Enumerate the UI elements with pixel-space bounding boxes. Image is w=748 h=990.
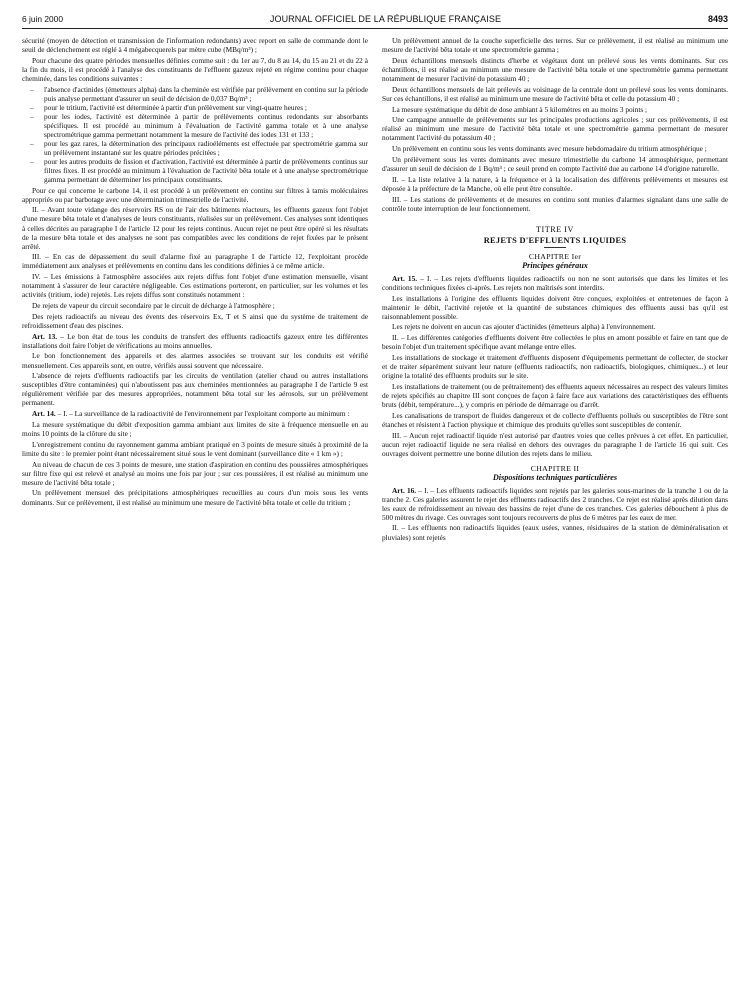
article-label: Art. 13. xyxy=(32,331,58,341)
paragraph: Un prélèvement en continu sous les vents dominants avec mesure hebdomadaire du tritium atmosphérique ; xyxy=(392,144,707,154)
page-number: 8493 xyxy=(707,14,728,24)
paragraph: Une campagne annuelle de prélèvements sur les principales productions agricoles ; sur ces prélèvements, il est réalisé au minimum une mesure de l'activité bêta totale et une spectrométrie gamma permettant de mesurer notamment l'activité du potassium 40 ; xyxy=(382,115,728,143)
article-16 xyxy=(382,486,728,522)
header-title: JOURNAL OFFICIEL DE LA RÉPUBLIQUE FRANÇAISE xyxy=(269,14,502,24)
paragraph: Deux échantillons mensuels de lait prélevés au voisinage de la centrale dont un prélevé sous les vents dominants. Sur ces échantillons, il est réalisé au minimum une mesure de l'activité bêta et celle du potassium 40 ; xyxy=(382,84,728,103)
journal-page xyxy=(22,8,728,983)
paragraph: II. – La liste relative à la nature, à la fréquence et à la localisation des différents prélèvements et mesures est déposée à la préfecture de la Manche, où elle peut être consultée. xyxy=(382,174,728,193)
paragraph: Des rejets radioactifs au niveau des évents des réservoirs Ex, T et S ainsi que du système de traitement de refroidissement d'eau des piscines. xyxy=(22,311,368,330)
paragraph: La mesure systématique du débit d'exposition gamma ambiant aux limites de site à fréquence mensuelle en au moins 10 points de la clôture du site ; xyxy=(22,419,368,438)
right-column xyxy=(382,36,728,543)
paragraph: III. – En cas de dépassement du seuil d'alarme fixé au paragraphe I de l'article 12, l'exploitant procède immédiatement aux analyses et prélèvements en continu dans les conditions définies à ce même article. xyxy=(22,252,368,271)
chapter-heading: Dispositions techniques particulières xyxy=(492,472,618,482)
paragraph: Pour ce qui concerne le carbone 14, il est procédé à un prélèvement en continu sur filtres à tamis moléculaires appropriés ou par barbotage avec une détermination trimestrielle de l'activité. xyxy=(22,185,368,204)
paragraph: sécurité (moyen de détection et transmission de l'information redondants) avec report en salle de commande dont le seuil de déclenchement est réglé à 4 mégabecquerels par mètre cube (MBq/m³) ; xyxy=(22,36,368,55)
chapter-label: CHAPITRE Ier xyxy=(528,251,582,261)
paragraph: Le bon fonctionnement des appareils et des alarmes associées se trouvant sur les conduits est vérifié mensuellement. Ces appareils sont, en outre, vérifiés aussi souvent que nécessaire. xyxy=(22,351,368,370)
text-columns xyxy=(22,36,728,543)
list-item: – pour les autres produits de fission et d'activation, l'activité est déterminée à partir de prélèvements continus sur filtres fixes. Il est procédé au minimum à l'évaluation de l'activité bêta totale et à une analyse spectrométrique gamma permettant de déterminer les principaux constituants. xyxy=(22,157,368,184)
list-item: – pour le tritium, l'activité est déterminée à partir d'un prélèvement sur vingt-quatre heures ; xyxy=(22,103,368,112)
paragraph: L'absence de rejets d'effluents radioactifs par les circuits de ventilation (atelier chaud ou autres installations susceptibles d'être contaminées) qui n'aboutissent pas aux cheminées mentionnées au paragraphe I de l'article 9 est régulièrement vérifiée par des mesures appropriées, notamment bêta total sur les aérosols, sur un prélèvement permanent. xyxy=(22,371,368,408)
paragraph: Deux échantillons mensuels distincts d'herbe et végétaux dont un prélevé sous les vents dominants. Sur ces échantillons, il est réalisé au minimum une mesure de l'activité bêta totale et une spectrométrie gamma permettant notamment de mesurer l'activité du potassium 40 ; xyxy=(382,55,728,83)
page-header xyxy=(22,8,728,29)
article-13 xyxy=(22,332,368,350)
paragraph: III. – Aucun rejet radioactif liquide n'est autorisé par d'autres voies que celles prévues à cet effet. En particulier, aucun rejet radioactif liquide ne sera réalisé en dehors des ouvrages du paragraphe I de l'article 16 qui suit. Ces ouvrages doivent permettre une bonne dilution des rejets dans le milieu. xyxy=(382,430,728,458)
article-text: – Le bon état de tous les conduits de transfert des effluents radioactifs gazeux entre les différentes installations doit faire l'objet de vérifications au moins annuelles. xyxy=(22,331,368,350)
article-text: – I. – Les rejets d'effluents liquides radioactifs ou non ne sont autorisés que dans les limites et les conditions techniques fixées ci-après. Les rejets non maîtrisés sont interdits. xyxy=(382,273,728,292)
paragraph: Les installations de stockage et traitement d'effluents disposent d'équipements permettant de collecter, de stocker et de traiter séparément suivant leur nature (effluents radioactifs, non radioactifs, biologiques, chimiques...) et leur origine la totalité des effluents produits sur le site. xyxy=(382,353,728,381)
list-item: – l'absence d'actinides (émetteurs alpha) dans la cheminée est vérifiée par prélèvement en continu sur la période puis analyse permettant d'assurer un seuil de décision de 0,037 Bq/m³ ; xyxy=(22,85,368,103)
paragraph: De rejets de vapeur du circuit secondaire par le circuit de décharge à l'atmosphère ; xyxy=(32,301,275,311)
left-column xyxy=(22,36,368,543)
article-label: Art. 14. xyxy=(32,409,56,419)
paragraph: IV. – Les émissions à l'atmosphère associées aux rejets diffus font l'objet d'une estimation mensuelle, visant notamment à s'assurer de leur caractère négligeable. Ces estimations porteront, en particulier, sur les volumes et les activités (tritium, iode) rejetés. Les rejets diffus sont constitués notamment : xyxy=(22,272,368,300)
paragraph: Au niveau de chacun de ces 3 points de mesure, une station d'aspiration en continu des poussières atmosphériques sur filtre fixe qui est relevé et analysé au moins une fois par jour ; sur ces poussières, il est réalisé au minimum une mesure de l'activité bêta totale ; xyxy=(22,459,368,487)
title-heading: TITRE IV xyxy=(536,224,574,234)
article-14 xyxy=(22,409,368,418)
paragraph: II. – Les différentes catégories d'effluents doivent être collectées le plus en amont possible et faire en tant que de besoin l'objet d'un traitement spécifique avant mélange entre elles. xyxy=(382,333,728,352)
list-item: – pour les iodes, l'activité est déterminée à partir de prélèvements continus redondants sur absorbants spécifiques. Il est procédé au minimum à l'évaluation de l'activité gamma totale et à une analyse spectrométrique gamma permettant notamment la mesure de l'activité des iodes 131 et 133 ; xyxy=(22,112,368,139)
paragraph: Un prélèvement sous les vents dominants avec mesure trimestrielle du carbone 14 atmosphérique, permettant d'assurer un seuil de décision de 1 Bq/m³ ; ce seuil prend en compte l'activité due au carbone 14 d'origine naturelle. xyxy=(382,154,728,173)
paragraph: La mesure systématique du débit de dose ambiant à 5 kilomètres en au moins 3 points ; xyxy=(392,104,648,114)
paragraph: L'enregistrement continu du rayonnement gamma ambiant pratiqué en 3 points de mesure situés à proximité de la limite du site : le premier point étant nécessairement situé sous le vent dominant (surveillance dite « 1 km ») ; xyxy=(22,439,368,458)
chapter-heading: Principes généraux xyxy=(522,260,588,270)
article-label: Art. 16. xyxy=(392,485,417,495)
analysis-list xyxy=(22,85,368,184)
paragraph: Les installations de traitement (ou de prétraitement) des effluents aqueux nécessaires au respect des valeurs limites de rejets spécifiés au chapitre III sont conçues de façon à faire face aux variations des caractéristiques des effluents bruts (débit, température...), y compris en période de démarrage ou d'arrêt. xyxy=(382,381,728,409)
paragraph: Un prélèvement annuel de la couche superficielle des terres. Sur ce prélèvement, il est réalisé au minimum une mesure de l'activité bêta totale et une spectrométrie gamma ; xyxy=(382,36,728,55)
chapter-label: CHAPITRE II xyxy=(530,463,580,473)
paragraph: Les installations à l'origine des effluents liquides doivent être conçues, exploitées et entretenues de façon à maintenir le débit, l'activité rejetée et la quantité de substances chimiques des effluents aussi bas qu'il est raisonnablement possible. xyxy=(382,293,728,321)
header-date: 6 juin 2000 xyxy=(22,14,63,24)
paragraph: Les rejets ne doivent en aucun cas ajouter d'actinides (émetteurs alpha) à l'environnement. xyxy=(392,322,656,332)
list-item: – pour les gaz rares, la détermination des principaux radioéléments est effectuée par spectrométrie gamma sur un prélèvement instantané sur les quatre périodes précitées ; xyxy=(22,139,368,157)
paragraph: II. – Les effluents non radioactifs liquides (eaux usées, vannes, résiduaires de la station de déminéralisation et pluviales) sont rejetés xyxy=(382,523,728,542)
divider xyxy=(544,247,566,248)
article-15 xyxy=(382,274,728,292)
paragraph: Un prélèvement mensuel des précipitations atmosphériques recueillies au cours d'un mois sous les vents dominants. Sur ce prélèvement, il est réalisé au minimum une mesure de l'activité bêta totale et celle du tritium ; xyxy=(22,488,368,507)
article-text: – I. – La surveillance de la radioactivité de l'environnement par l'exploitant comporte au minimum : xyxy=(55,409,350,419)
article-text: – I. – Les effluents radioactifs liquides sont rejetés par les galeries sous-marines de la tranche 1 ou de la tranche 2. Ces galeries assurent le rejet des effluents radioactifs des 2 tranches. Ce rejet est réalisé après dilution dans les eaux de refroidissement au niveau des bassins de rejet d'une de ces tranches. Ces galeries débouchent à plus de 500 mètres du rivage. Ces ouvrages sont toujours recouverts de plus de 6 mètres par les eaux de mer. xyxy=(382,485,729,522)
article-label: Art. 15. xyxy=(392,273,418,283)
paragraph: Les canalisations de transport de fluides dangereux et de collecte d'effluents pollués ou susceptibles de l'être sont étanches et résistent à l'action physique et chimique des produits qu'elles sont susceptibles de contenir. xyxy=(382,410,728,429)
title-subheading: REJETS D'EFFLUENTS LIQUIDES xyxy=(483,235,627,245)
paragraph: Pour chacune des quatre périodes mensuelles définies comme suit : du 1er au 7, du 8 au 14, du 15 au 21 et du 22 à la fin du mois, il est procédé à l'analyse des constituants de l'effluent gazeux rejeté en régime continu pour chaque cheminée, dans les conditions suivantes : xyxy=(22,55,368,83)
paragraph: II. – Avant toute vidange des réservoirs RS ou de l'air des bâtiments réacteurs, les effluents gazeux font l'objet d'une mesure bêta totale et d'analyses de leurs constituants, réalisées sur un prélèvement. Ces analyses sont identiques à celles décrites au paragraphe I de l'article 12 pour les rejets continus. Aucun rejet ne peut être opéré si les résultats de la mesure bêta totale et des analyses ne sont pas compatibles avec les conditions de rejet fixées par le présent arrêté. xyxy=(22,205,368,251)
paragraph: III. – Les stations de prélèvements et de mesures en continu sont munies d'alarmes signalant dans une salle de contrôle toute interruption de leur fonctionnement. xyxy=(382,194,728,213)
